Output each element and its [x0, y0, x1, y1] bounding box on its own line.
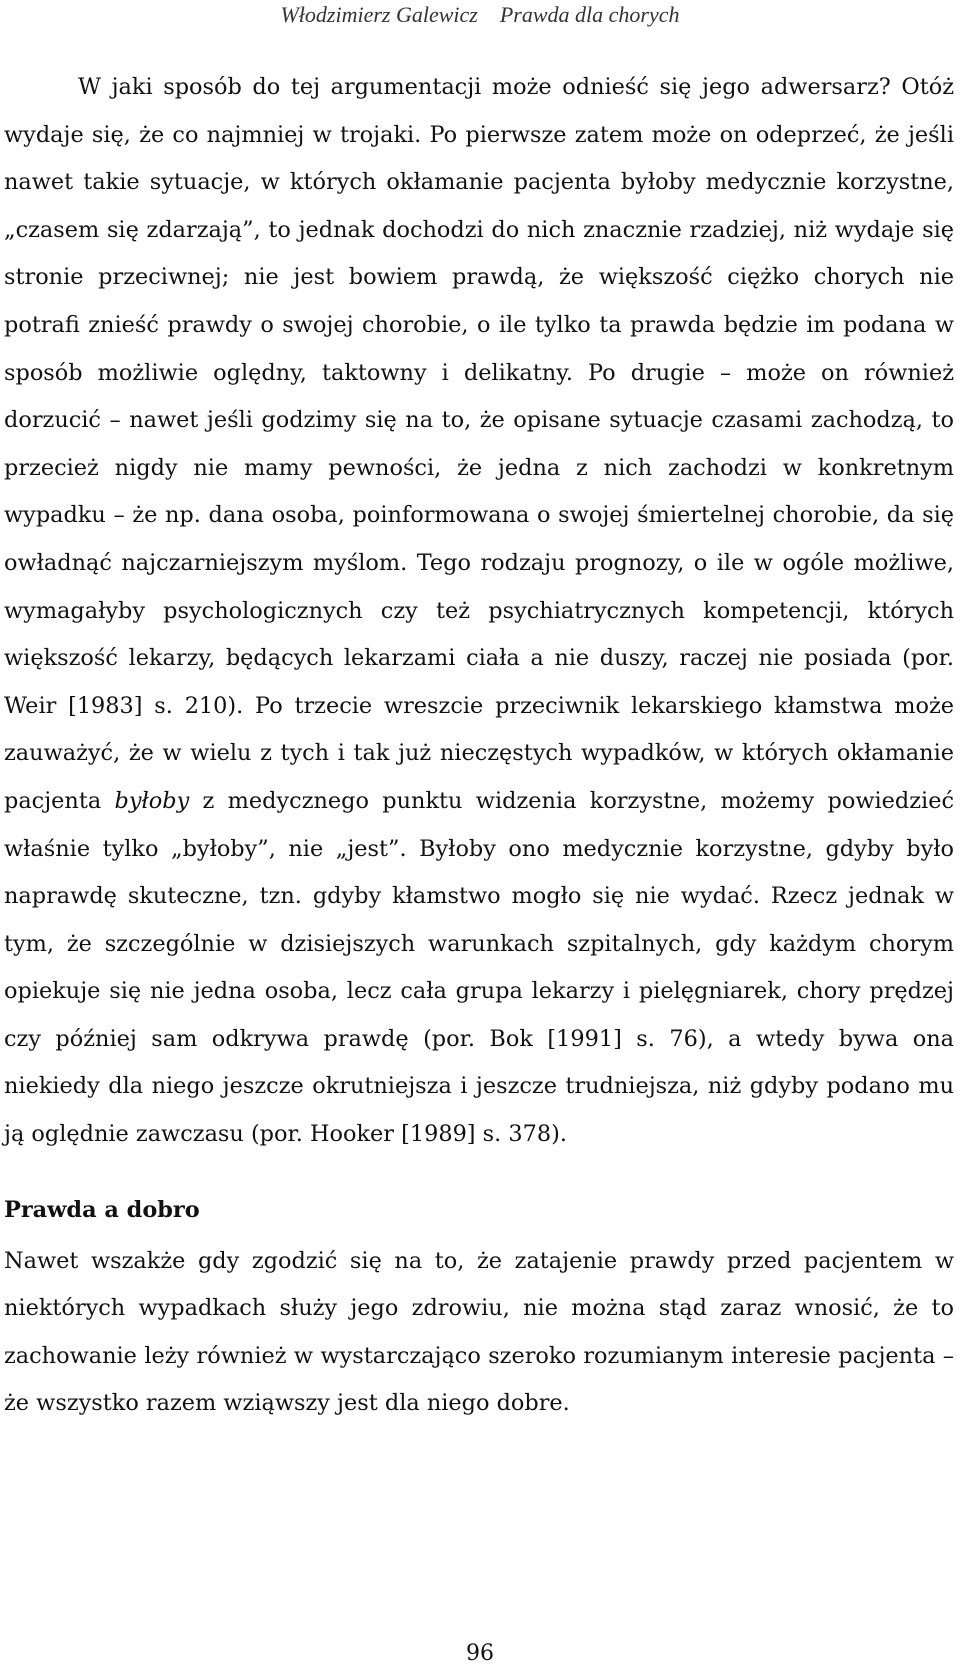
- page-number: 96: [466, 1641, 494, 1666]
- page-content: [4, 64, 954, 1428]
- paragraph-1-text-a: W jaki sposób do tej argumentacji może odnieść się jego adwersarz? Otóż wydaje się, że co najmniej w trojaki. Po pierwsze zatem może on odeprzeć, że jeśli nawet takie sytuacje, w których okłamanie pacjenta byłoby medycznie korzystne, „czasem się zdarzają”, to jednak dochodzi do nich znacznie rzadziej, niż wydaje się stronie przeciwnej; nie jest bowiem prawdą, że większość ciężko chorych nie potrafi znieść prawdy o swojej chorobie, o ile tylko ta prawda będzie im podana w sposób możliwie oględny, taktowny i delikatny. Po drugie – może on również dorzucić – nawet jeśli godzimy się na to, że opisane sytuacje czasami zachodzą, to przecież nigdy nie mamy pewności, że jedna z nich zachodzi w konkretnym wypadku – że np. dana osoba, poinformowana o swojej śmiertelnej chorobie, da się owładnąć najczarniejszym myślom. Tego rodzaju prognozy, o ile w ogóle możliwe, wymagałyby psychologicznych czy też psychiatrycznych kompetencji, których większość lekarzy, będących lekarzami ciała a nie duszy, raczej nie posiada (por. Weir [1983] s. 210). Po trzecie wreszcie przeciwnik lekarskiego kłamstwa może zauważyć, że w wielu z tych i tak już nieczęstych wypadków, w których okłamanie pacjenta: [4, 74, 954, 814]
- body-paragraph-2: Nawet wszakże gdy zgodzić się na to, że zatajenie prawdy przed pacjentem w niektórych wypadkach służy jego zdrowiu, nie można stąd zaraz wnosić, że to zachowanie leży również w wystarczająco szeroko rozumianym interesie pacjenta – że wszystko razem wziąwszy jest dla niego dobre.: [4, 1247, 954, 1417]
- section-heading: Prawda a dobro: [4, 1196, 200, 1223]
- header-author: Włodzimierz Galewicz: [280, 2, 478, 27]
- paragraph-1-emphasis: byłoby: [114, 787, 190, 814]
- header-title: Prawda dla chorych: [499, 2, 680, 27]
- body-paragraph-1: [4, 64, 954, 1159]
- paragraph-1-text-b: z medycznego punktu widzenia korzystne, możemy powiedzieć właśnie tylko „byłoby”, nie „jest”. Byłoby ono medycznie korzystne, gdyby było naprawdę skuteczne, tzn. gdyby kłamstwo mogło się nie wydać. Rzecz jednak w tym, że szczególnie w dzisiejszych warunkach szpitalnych, gdy każdym chorym opiekuje się nie jedna osoba, lecz cała grupa lekarzy i pielęgniarek, chory prędzej czy później sam odkrywa prawdę (por. Bok [1991] s. 76), a wtedy bywa ona niekiedy dla niego jeszcze okrutniejsza i jeszcze trudniejsza, niż gdyby podano mu ją oględnie zawczasu (por. Hooker [1989] s. 378).: [4, 787, 954, 1148]
- running-header: [0, 2, 960, 28]
